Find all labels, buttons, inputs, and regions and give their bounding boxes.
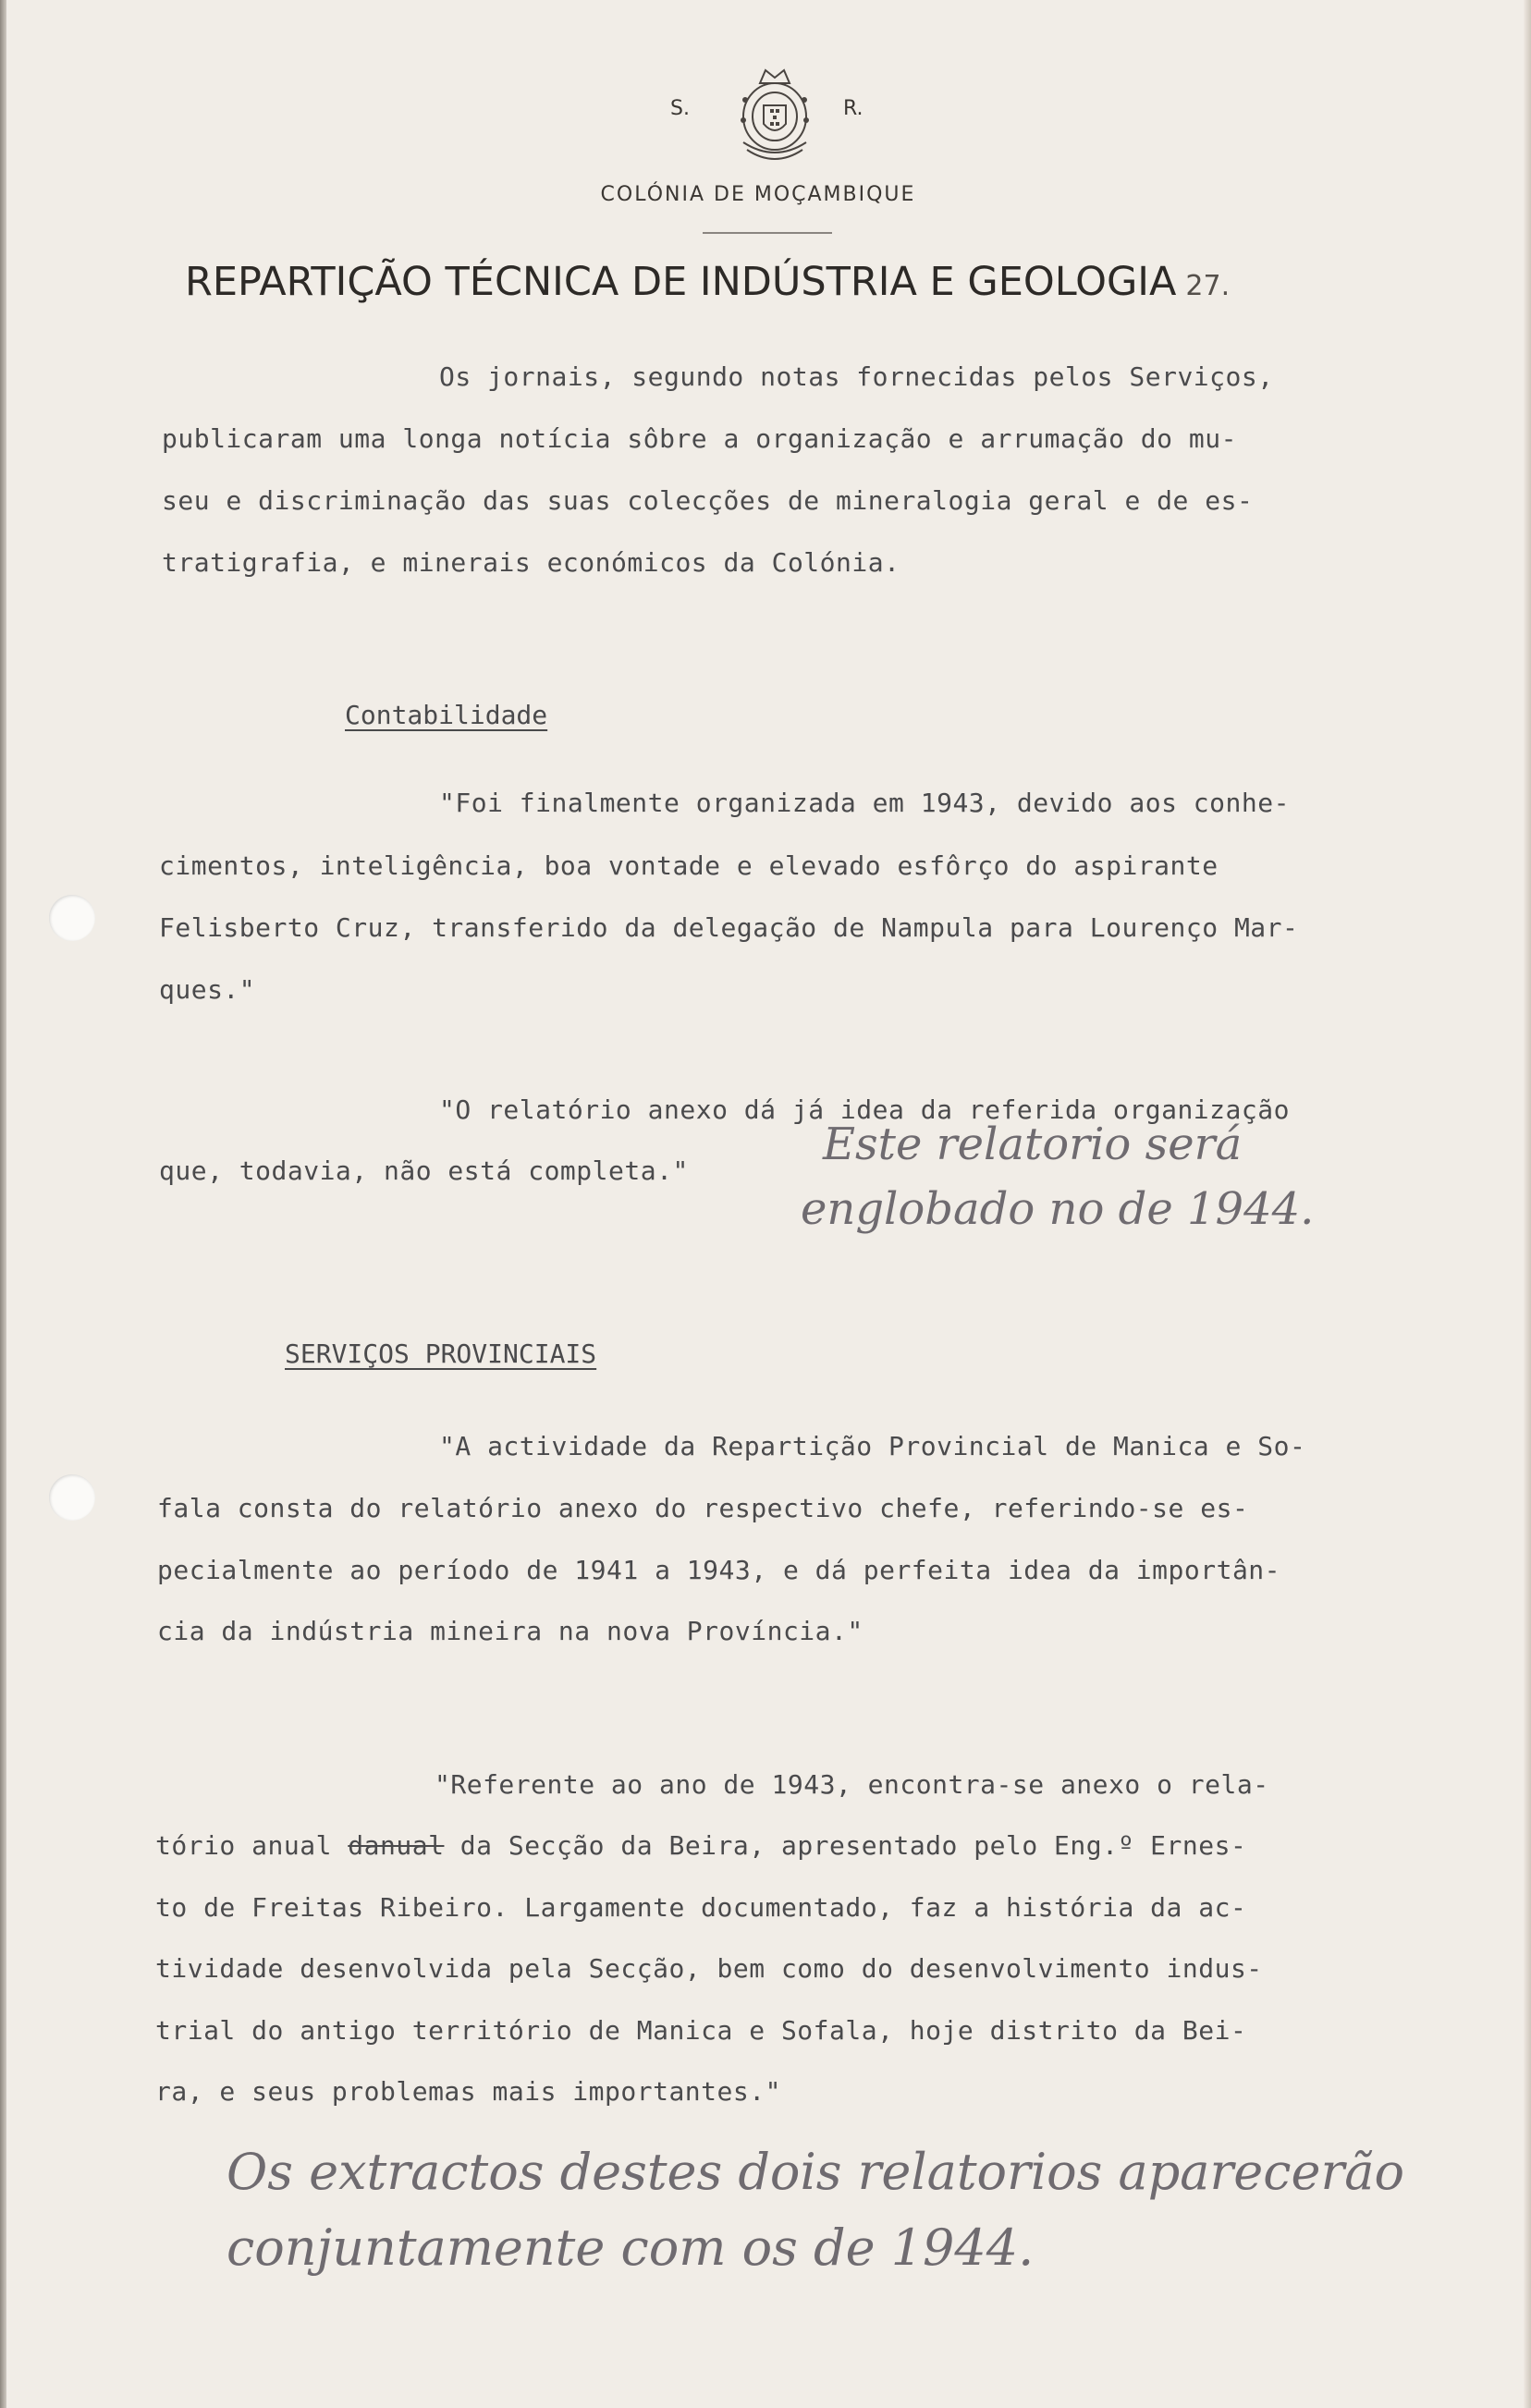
department-title: [185, 259, 1461, 305]
servicos-line: "A actividade da Repartição Provincial de Manica e So-: [439, 1431, 1306, 1461]
page-left-edge: [0, 0, 6, 2408]
contabilidade-line: "Foi finalmente organizada em 1943, devido aos conhe-: [439, 788, 1290, 818]
punch-hole-bottom: [49, 1474, 95, 1521]
servicos-line: tividade desenvolvida pela Secção, bem como do desenvolvimento indus-: [155, 1953, 1263, 1984]
servicos-line: cia da indústria mineira na nova Província.": [157, 1616, 863, 1646]
servicos-line: fala consta do relatório anexo do respectivo chefe, referindo-se es-: [157, 1493, 1249, 1523]
servicos-line: pecialmente ao período de 1941 a 1943, e dá perfeita idea da importân-: [157, 1555, 1281, 1585]
text-segment: tório anual: [155, 1830, 349, 1861]
intro-line: seu e discriminação das suas colecções de mineralogia geral e de es-: [162, 485, 1254, 516]
section-heading-contabilidade: Contabilidade: [345, 700, 548, 730]
letterhead-right-initial: R.: [843, 97, 863, 120]
intro-line: publicaram uma longa notícia sôbre a organização e arrumação do mu-: [162, 423, 1237, 454]
colony-name: COLÓNIA DE MOÇAMBIQUE: [600, 183, 916, 206]
handwritten-note-report: Este relatorio será: [823, 1118, 1243, 1170]
page-right-edge: [1524, 0, 1531, 2408]
letterhead-left-initial: S.: [670, 97, 690, 120]
contabilidade-line: que, todavia, não está completa.": [159, 1155, 689, 1186]
intro-line: Os jornais, segundo notas fornecidas pelos Serviços,: [439, 361, 1274, 392]
handwritten-note-extracts: Os extractos destes dois relatorios aparecerão: [227, 2143, 1404, 2201]
department-name: REPARTIÇÃO TÉCNICA DE INDÚSTRIA E GEOLOGIA: [185, 259, 1177, 305]
intro-line: tratigrafia, e minerais económicos da Colónia.: [162, 547, 900, 578]
contabilidade-line: "O relatório anexo dá já idea da referida organização: [439, 1094, 1290, 1125]
servicos-line: to de Freitas Ribeiro. Largamente documentado, faz a história da ac-: [155, 1892, 1247, 1923]
servicos-line: trial do antigo território de Manica e Sofala, hoje distrito da Bei-: [155, 2015, 1247, 2046]
page-number: 27.: [1185, 270, 1231, 302]
coat-of-arms-icon: [732, 63, 817, 166]
struck-word: danual: [348, 1830, 445, 1861]
text-segment: da Secção da Beira, apresentado pelo Eng.º Ernes-: [444, 1830, 1247, 1861]
letterhead-divider: [703, 232, 832, 234]
section-heading-servicos-provinciais: SERVIÇOS PROVINCIAIS: [285, 1338, 597, 1369]
contabilidade-line: ques.": [159, 974, 256, 1005]
contabilidade-line: cimentos, inteligência, boa vontade e elevado esfôrço do aspirante: [159, 850, 1219, 881]
handwritten-note-extracts: conjuntamente com os de 1944.: [227, 2219, 1035, 2277]
punch-hole-top: [49, 895, 95, 941]
servicos-line: [155, 1830, 1246, 1861]
servicos-line: "Referente ao ano de 1943, encontra-se anexo o rela-: [435, 1769, 1269, 1800]
contabilidade-line: Felisberto Cruz, transferido da delegação de Nampula para Lourenço Mar-: [159, 912, 1299, 943]
handwritten-note-report: englobado no de 1944.: [801, 1183, 1315, 1235]
servicos-line: ra, e seus problemas mais importantes.": [155, 2076, 781, 2107]
